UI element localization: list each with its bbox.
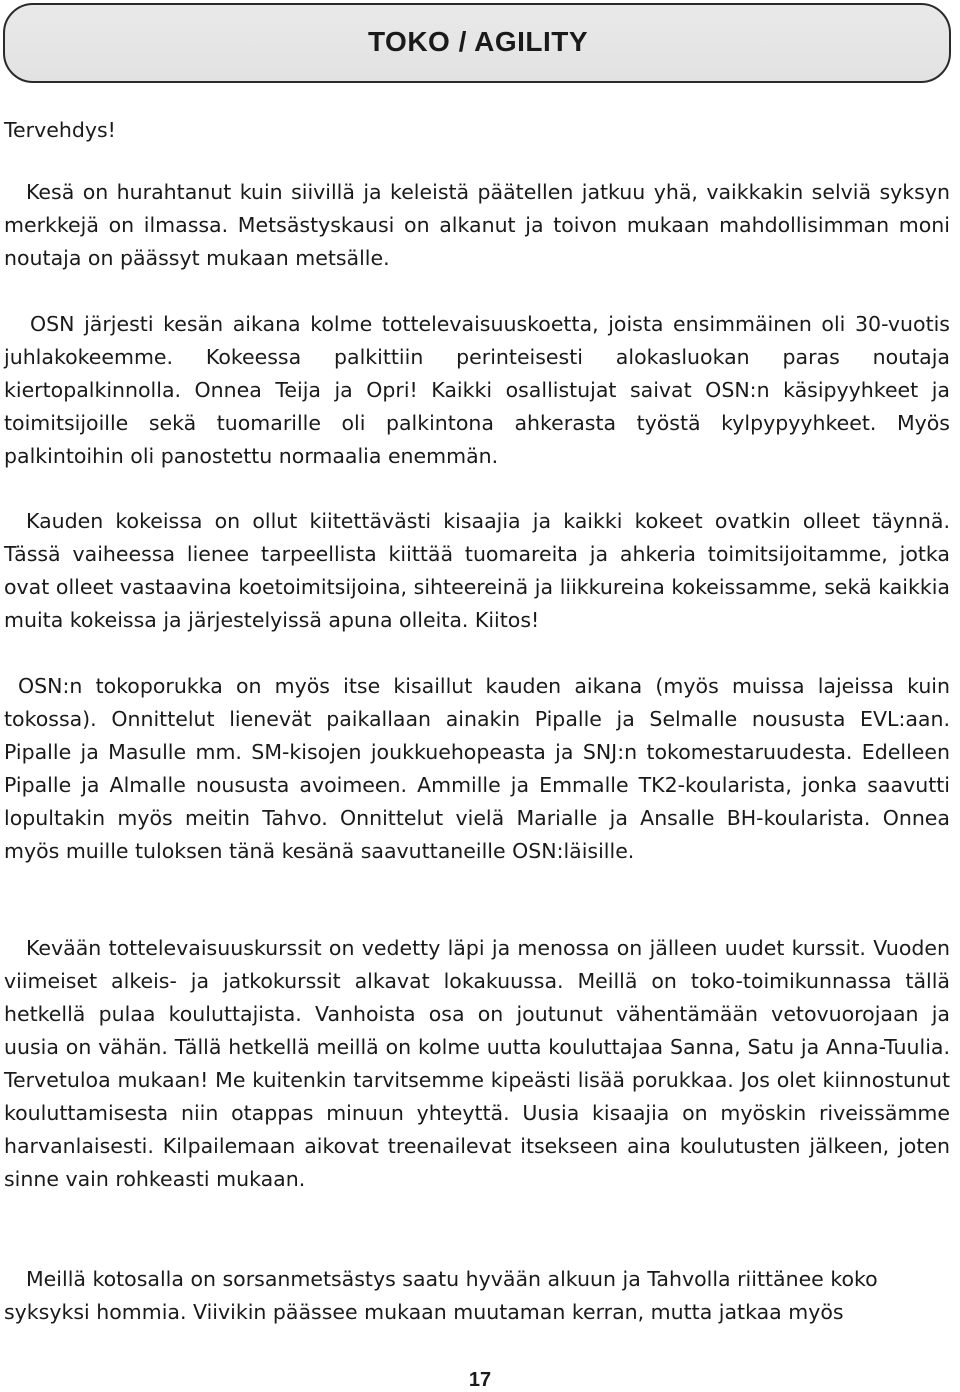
page-number: 17 bbox=[468, 1369, 492, 1391]
paragraph-courses: Kevään tottelevaisuuskurssit on vedetty läpi ja menossa on jälleen uudet kurssit. Vuoden viimeiset alkeis- ja jatkokurssit alkavat lokakuussa. Meillä on toko-toimikunnassa tällä hetkellä pulaa kouluttajista. Vanhoista osa on joutunut vähentämään vetovuorojaan ja uusia on vähän. Tällä hetkellä meillä on kolme uutta kouluttajaa Sanna, Satu ja Anna-Tuulia. Tervetuloa mukaan! Me kuitenkin tarvitsemme kipeästi lisää porukkaa. Jos olet kiinnostunut kouluttamisesta niin otappas minuun yhteyttä. Uusia kisaajia on myöskin riveissämme harvanlaisesti. Kilpailemaan aikovat treenailevat itsekseen aina koulutusten jälkeen, joten sinne vain rohkeasti mukaan. bbox=[4, 936, 950, 1191]
paragraph-thanks: Kauden kokeissa on ollut kiitettävästi kisaajia ja kaikki kokeet ovatkin olleet täynnä. Tässä vaiheessa lienee tarpeellista kiittää tuomareita ja ahkeria toimitsijoitamme, jotka ovat olleet vastaavina koetoimitsijoina, sihteereinä ja liikkureina kokeissamme, sekä kaikkia muita kokeissa ja järjestelyissä apuna olleita. Kiitos! bbox=[4, 509, 950, 632]
paragraph-congratulations: OSN:n tokoporukka on myös itse kisaillut kauden aikana (myös muissa lajeissa kuin tokossa). Onnittelut lienevät paikallaan ainakin Pipalle ja Selmalle noususta EVL:aan. Pipalle ja Masulle mm. SM-kisojen joukkuehopeasta ja SNJ:n tokomestaruudesta. Edelleen Pipalle ja Almalle noususta avoimeen. Ammille ja Emmalle TK2-koularista, jonka saavutti lopultakin myös meitin Tahvo. Onnittelut vielä Marialle ja Ansalle BH-koularista. Onnea myös muille tuloksen tänä kesänä saavuttaneille OSN:läisille. bbox=[4, 674, 950, 863]
paragraph-summer: Kesä on hurahtanut kuin siivillä ja keleistä päätellen jatkuu yhä, vaikkakin selviä syksyn merkkejä on ilmassa. Metsästyskausi on alkanut ja toivon mukaan mahdollisimman moni noutaja on päässyt mukaan metsälle. bbox=[4, 180, 950, 270]
section-title: TOKO / AGILITY bbox=[367, 26, 589, 57]
paragraph-hunting: Meillä kotosalla on sorsanmetsästys saatu hyvään alkuun ja Tahvolla riittänee koko syksyksi hommia. Viivikin päässee mukaan muutaman kerran, mutta jatkaa myös bbox=[4, 1267, 878, 1324]
paragraph-obedience-trials: OSN järjesti kesän aikana kolme tottelevaisuuskoetta, joista ensimmäinen oli 30-vuotis juhlakokeemme. Kokeessa palkittiin perinteisesti alokasluokan paras noutaja kiertopalkinnolla. Onnea Teija ja Opri! Kaikki osallistujat saivat OSN:n käsipyyhkeet ja toimitsijoille sekä tuomarille oli palkintona ahkerasta työstä kylpypyyhkeet. Myös palkintoihin oli panostettu normaalia enemmän. bbox=[4, 312, 950, 468]
greeting: Tervehdys! bbox=[4, 118, 116, 142]
